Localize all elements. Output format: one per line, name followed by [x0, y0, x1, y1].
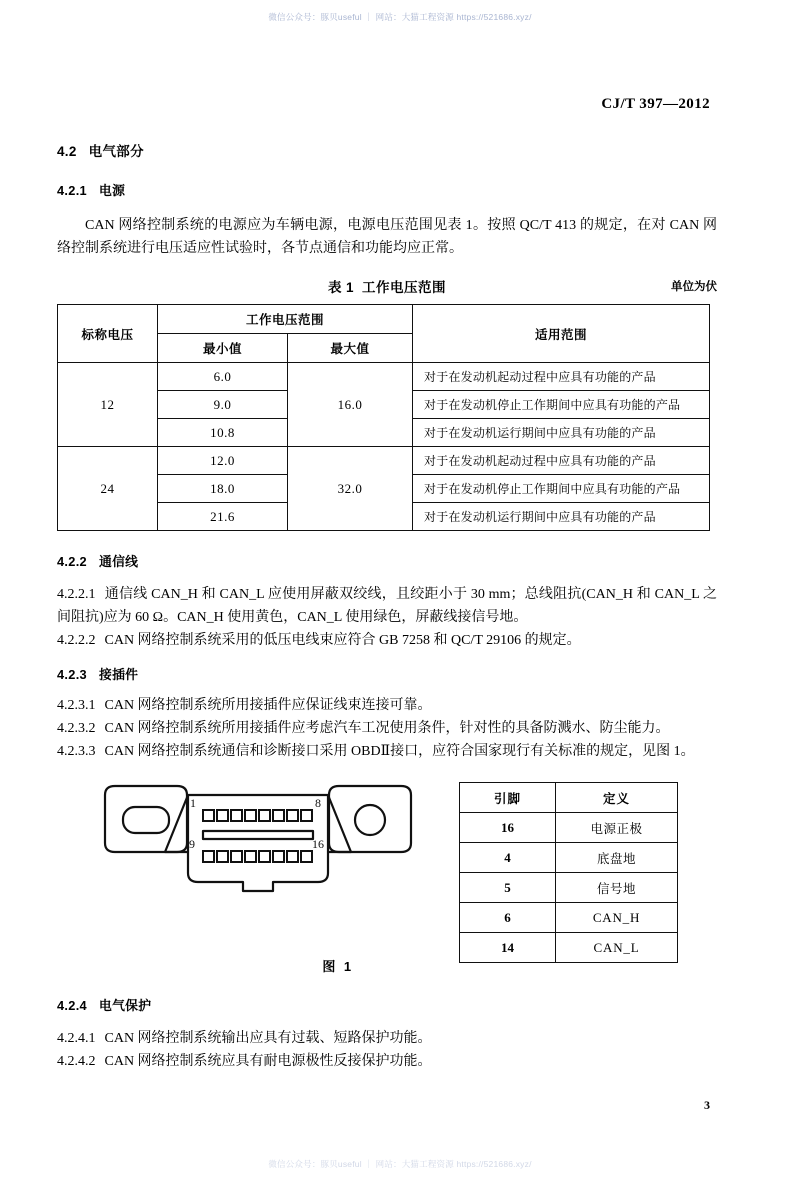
table-header-row	[58, 305, 710, 334]
pin-square	[287, 851, 298, 862]
th-min-value: 最小值	[158, 334, 288, 363]
table-number: 1	[345, 280, 354, 296]
cell-pin-number: 16	[460, 813, 556, 843]
pin-square	[245, 810, 256, 821]
section-number: 4.2	[57, 144, 77, 159]
clause-text: CAN 网络控制系统应具有耐电源极性反接保护功能。	[104, 1054, 432, 1070]
pin-label-1: 1	[190, 796, 196, 811]
clause-4-2-3-2	[57, 718, 717, 741]
cell-applicable-range: 对于在发动机停止工作期间中应具有功能的产品	[413, 475, 710, 503]
cell-applicable-range: 对于在发动机起动过程中应具有功能的产品	[413, 363, 710, 391]
cell-pin-number: 5	[460, 873, 556, 903]
cell-nominal-voltage: 24	[58, 447, 158, 531]
section-title: 通信线	[98, 554, 139, 570]
table-label: 表	[327, 280, 342, 296]
clause-4-2-3-1	[57, 695, 717, 718]
pin-square	[217, 851, 228, 862]
pin-square	[203, 851, 214, 862]
section-number: 4.2.3	[57, 667, 87, 683]
section-number: 4.2.1	[57, 183, 87, 198]
clause-4-2-4-2	[57, 1051, 717, 1074]
cell-max-value: 32.0	[288, 447, 413, 531]
pin-square	[301, 851, 312, 862]
pin-label-8: 8	[315, 796, 321, 811]
clause-number: 4.2.2.1	[57, 587, 96, 603]
clause-4-2-2-1	[57, 584, 717, 629]
clause-4-2-4-1	[57, 1028, 717, 1051]
cell-applicable-range: 对于在发动机运行期间中应具有功能的产品	[413, 419, 710, 447]
pin-label-9: 9	[189, 837, 195, 852]
pin-square	[203, 810, 214, 821]
center-key-slot	[203, 831, 313, 839]
pin-square	[301, 810, 312, 821]
section-title: 电气保护	[98, 998, 152, 1014]
pin-definition-table-wrap	[459, 782, 678, 963]
cell-max-value: 16.0	[288, 363, 413, 447]
pin-square	[245, 851, 256, 862]
table1-unit-note: 单位为伏	[671, 281, 717, 294]
cell-min-value: 18.0	[158, 475, 288, 503]
clause-text: CAN 网络控制系统所用接插件应保证线束连接可靠。	[104, 698, 432, 714]
th-applicable-range: 适用范围	[413, 305, 710, 363]
clause-4-2-2-2	[57, 630, 717, 653]
cell-min-value: 9.0	[158, 391, 288, 419]
table-row	[460, 843, 678, 873]
cell-pin-definition: 底盘地	[556, 843, 678, 873]
clause-text: CAN 网络控制系统采用的低压电线束应符合 GB 7258 和 QC/T 29106 的规定。	[104, 632, 581, 648]
cell-applicable-range: 对于在发动机运行期间中应具有功能的产品	[413, 503, 710, 531]
section-heading-4-2-3	[57, 664, 717, 683]
section-heading-4-2	[57, 140, 717, 160]
clause-text: CAN 网络控制系统通信和诊断接口采用 OBDⅡ接口，应符合国家现行有关标准的规定，见图 1。	[104, 743, 695, 759]
section-heading-4-2-4	[57, 995, 717, 1014]
section-title: 电气部分	[88, 144, 144, 159]
table-row	[460, 903, 678, 933]
table-row	[460, 933, 678, 963]
clause-number: 4.2.2.2	[57, 632, 96, 648]
pin-square	[217, 810, 228, 821]
th-pin-definition: 定义	[556, 783, 678, 813]
pin-square	[259, 810, 270, 821]
cell-pin-definition: CAN_L	[556, 933, 678, 963]
table-row	[58, 447, 710, 475]
cell-applicable-range: 对于在发动机停止工作期间中应具有功能的产品	[413, 391, 710, 419]
clause-text: CAN 网络控制系统所用接插件应考虑汽车工况使用条件，针对性的具备防溅水、防尘能力。	[104, 721, 670, 737]
table1-body	[58, 363, 710, 531]
cell-pin-definition: 信号地	[556, 873, 678, 903]
clause-4-2-3-3	[57, 741, 717, 764]
section-number: 4.2.2	[57, 554, 87, 570]
section-number: 4.2.4	[57, 998, 87, 1014]
cell-min-value: 21.6	[158, 503, 288, 531]
table-row	[460, 813, 678, 843]
figure-number: 1	[343, 959, 352, 975]
figure-1-block	[57, 779, 717, 954]
clause-number: 4.2.3.3	[57, 743, 96, 759]
th-working-voltage-range: 工作电压范围	[158, 305, 413, 334]
clause-number: 4.2.4.1	[57, 1031, 96, 1047]
section-heading-4-2-2	[57, 551, 717, 570]
cell-applicable-range: 对于在发动机起动过程中应具有功能的产品	[413, 447, 710, 475]
pin-square	[273, 810, 284, 821]
pin-square	[259, 851, 270, 862]
cell-pin-number: 6	[460, 903, 556, 933]
table-header-row	[460, 783, 678, 813]
clause-number: 4.2.3.1	[57, 698, 96, 714]
cell-pin-definition: CAN_H	[556, 903, 678, 933]
cell-min-value: 12.0	[158, 447, 288, 475]
cell-pin-number: 14	[460, 933, 556, 963]
clause-number: 4.2.3.2	[57, 721, 96, 737]
page-number: 3	[704, 1098, 710, 1112]
cell-nominal-voltage: 12	[58, 363, 158, 447]
th-pin-number: 引脚	[460, 783, 556, 813]
pin-label-16: 16	[312, 837, 324, 852]
table1-caption	[57, 276, 717, 296]
obd2-connector-diagram	[93, 781, 423, 911]
table-title: 工作电压范围	[362, 280, 446, 296]
watermark-top: 微信公众号：豚贝useful ｜ 网站：大猫工程资源 https://521686.xyz/	[268, 12, 532, 22]
clause-number: 4.2.4.2	[57, 1054, 96, 1070]
left-mounting-ear	[105, 786, 187, 852]
obd2-connector-svg	[93, 781, 423, 906]
cell-pin-number: 4	[460, 843, 556, 873]
pin-square	[231, 851, 242, 862]
pin-table-body	[460, 813, 678, 963]
right-mounting-ear	[329, 786, 411, 852]
pin-row-bottom	[203, 851, 312, 862]
section-heading-4-2-1	[57, 180, 717, 199]
table1-caption-row	[57, 276, 717, 298]
cell-min-value: 6.0	[158, 363, 288, 391]
paragraph-4-2-1-body: CAN 网络控制系统的电源应为车辆电源，电源电压范围见表 1。按照 QC/T 413 的规定，在对 CAN 网络控制系统进行电压适应性试验时，各节点通信和功能均应正常。	[57, 218, 717, 256]
right-body-flare	[328, 795, 351, 852]
figure-label: 图	[322, 959, 336, 975]
pin-square	[231, 810, 242, 821]
pin-row-top	[203, 810, 312, 821]
pin-square	[273, 851, 284, 862]
clause-text: 通信线 CAN_H 和 CAN_L 应使用屏蔽双绞线，且绞距小于 30 mm；总线阻抗(CAN_H 和 CAN_L 之间阻抗)应为 60 Ω。CAN_H 使用黄色，CAN_L 使用绿色，屏蔽线接信号地。	[57, 587, 717, 626]
right-ear-hole	[355, 805, 385, 835]
section-title: 电源	[98, 183, 126, 198]
table-working-voltage-range	[57, 304, 710, 531]
clause-text: CAN 网络控制系统输出应具有过载、短路保护功能。	[104, 1031, 432, 1047]
cell-min-value: 10.8	[158, 419, 288, 447]
th-max-value: 最大值	[288, 334, 413, 363]
th-nominal-voltage: 标称电压	[58, 305, 158, 363]
document-content	[57, 140, 717, 1074]
left-ear-slot	[123, 807, 169, 833]
table-row	[460, 873, 678, 903]
section-title: 接插件	[98, 667, 139, 683]
table1-head	[58, 305, 710, 363]
pin-table-head	[460, 783, 678, 813]
cell-pin-definition: 电源正极	[556, 813, 678, 843]
watermark-bottom: 微信公众号：豚贝useful ｜ 网站：大猫工程资源 https://521686.xyz/	[268, 1159, 532, 1169]
standard-code-header: CJ/T 397—2012	[601, 96, 710, 112]
pin-square	[287, 810, 298, 821]
table-row	[58, 363, 710, 391]
pin-definition-table	[459, 782, 678, 963]
